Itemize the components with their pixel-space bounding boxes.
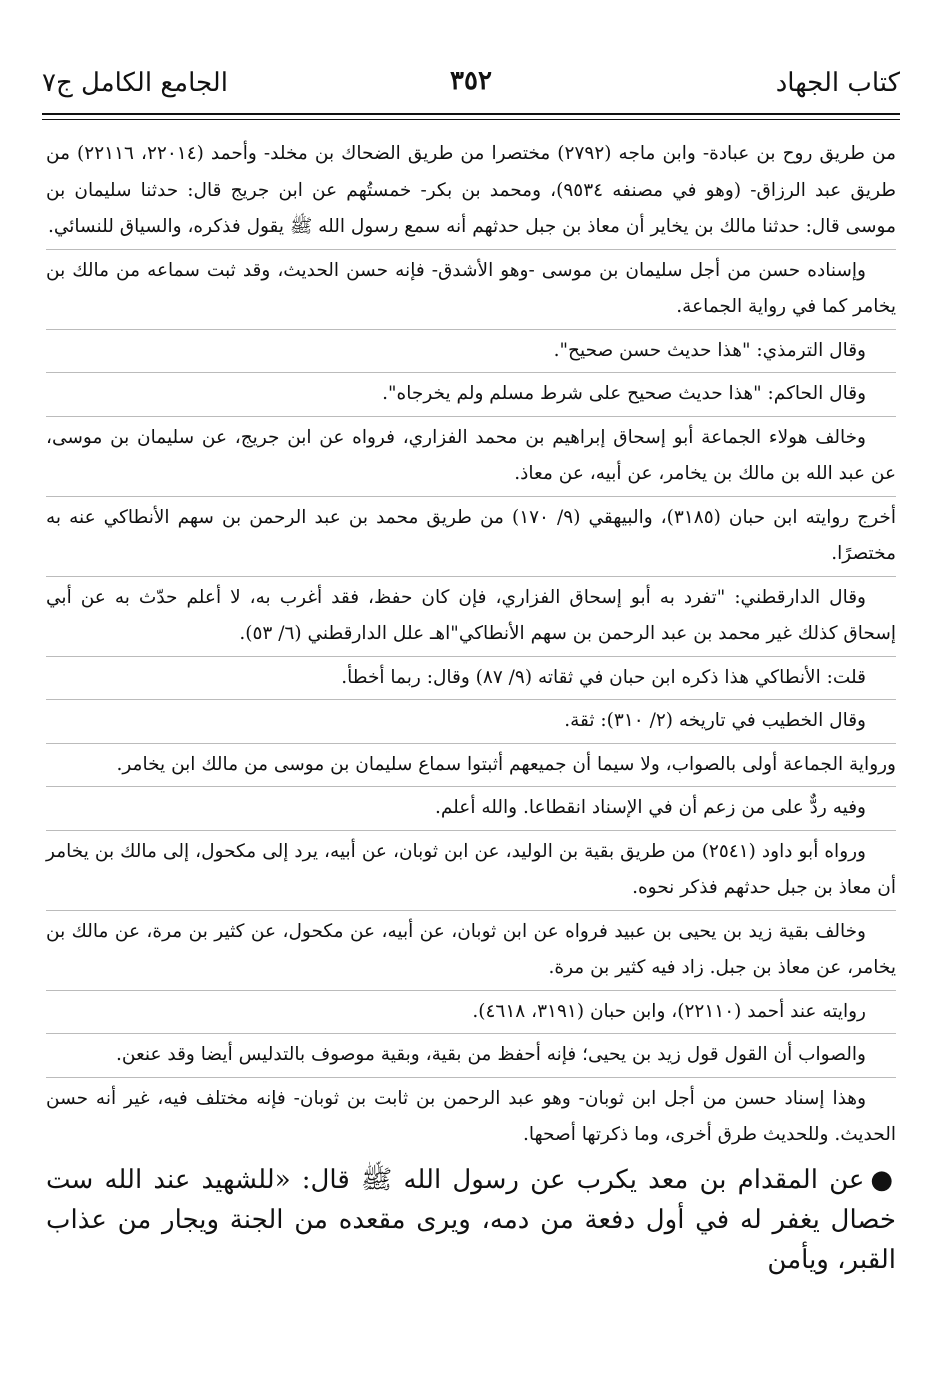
paragraph-8: قلت: الأنطاكي هذا ذكره ابن حبان في ثقاته (٩/ ٨٧) وقال: ربما أخطأ. — [341, 666, 866, 688]
book-title: كتاب الجهاد — [775, 68, 900, 98]
hadith-text: عن المقدام بن معد يكرب عن رسول الله ﷺ قال: «للشهيد عند الله ست خصال يغفر له في أول دفعة من دمه، ويرى مقعده من الجنة ويجار من عذاب القبر، ويأمن — [46, 1164, 896, 1275]
paragraph-1: من طريق روح بن عبادة- وابن ماجه (٢٧٩٢) مختصرا من طريق الضحاك بن مخلد- وأحمد (٢٢٠١٤، ٢٢١١٦) من طريق عبد الرزاق- (وهو في مصنفه ٩٥٣٤)، ومحمد بن بكر- خمستُهم عن ابن جريج قال: حدثنا سليمان بن موسى قال: حدثنا مالك بن يخاير أن معاذ بن جبل حدثهم أنه سمع رسول الله ﷺ يقول فذكره، والسياق للنسائي. — [46, 143, 897, 237]
paragraph-separator — [46, 743, 896, 744]
page-body — [46, 136, 896, 1283]
paragraph-separator — [46, 656, 896, 657]
paragraph-separator — [46, 910, 896, 911]
paragraph-10: ورواية الجماعة أولى بالصواب، ولا سيما أن جميعهم أثبتوا سماع سليمان بن موسى من مالك ابن يخامر. — [116, 753, 896, 775]
header-rule-thin — [42, 119, 900, 120]
page-header — [42, 64, 900, 104]
collection-title: الجامع الكامل ج٧ — [42, 68, 228, 98]
paragraph-separator — [46, 990, 896, 991]
page-number: ٣٥٢ — [450, 66, 492, 96]
paragraph-15: والصواب أن القول قول زيد بن يحيى؛ فإنه أحفظ من بقية، وبقية موصوف بالتدليس أيضا وقد عنعن. — [115, 1044, 866, 1065]
paragraph-separator — [46, 699, 896, 700]
paragraph-separator — [46, 1077, 896, 1078]
paragraph-5: وخالف هولاء الجماعة أبو إسحاق إبراهيم بن محمد الفزاري، فرواه عن ابن جريج، عن سليمان بن موسى، عن عبد الله بن مالك بن يخامر، عن أبيه، عن معاذ. — [46, 426, 896, 484]
paragraph-2: وإسناده حسن من أجل سليمان بن موسى -وهو الأشدق- فإنه حسن الحديث، وقد ثبت سماعه من مالك بن يخامر كما في رواية الجماعة. — [46, 259, 896, 317]
paragraph-16: وهذا إسناد حسن من أجل ابن ثوبان- وهو عبد الرحمن بن ثابت بن ثوبان- فإنه مختلف فيه، غير أنه حسن الحديث. وللحديث طرق أخرى، وما ذكرتها أصحها. — [46, 1087, 896, 1145]
bullet-icon: ● — [870, 1164, 897, 1195]
paragraph-separator — [46, 786, 896, 787]
paragraph-11: وفيه ردٌّ على من زعم أن في الإسناد انقطاعا. والله أعلم. — [434, 797, 866, 818]
paragraph-separator — [46, 416, 896, 417]
paragraph-separator — [46, 249, 896, 250]
paragraph-9: وقال الخطيب في تاريخه (٢/ ٣١٠): ثقة. — [564, 710, 866, 731]
paragraph-12: ورواه أبو داود (٢٥٤١) من طريق بقية بن الوليد، عن ابن ثوبان، عن أبيه، يرد إلى مكحول، إلى مالك بن يخامر أن معاذ بن جبل حدثهم فذكر نحوه. — [46, 840, 896, 898]
paragraph-separator — [46, 372, 896, 373]
paragraph-separator — [46, 1033, 896, 1034]
paragraph-14: روايته عند أحمد (٢٢١١٠)، وابن حبان (٣١٩١، ٤٦١٨). — [472, 1000, 866, 1022]
paragraph-separator — [46, 496, 896, 497]
paragraph-3: وقال الترمذي: "هذا حديث حسن صحيح". — [553, 339, 866, 361]
paragraph-13: وخالف بقية زيد بن يحيى بن عبيد فرواه عن ابن ثوبان، عن أبيه، عن مكحول، عن كثير بن مرة، عن مالك بن يخامر، عن معاذ بن جبل. زاد فيه كثير بن مرة. — [46, 920, 896, 978]
paragraph-4: وقال الحاكم: "هذا حديث صحيح على شرط مسلم ولم يخرجاه". — [382, 383, 866, 404]
header-rule-thick — [42, 113, 900, 115]
paragraph-separator — [46, 576, 896, 577]
paragraph-separator — [46, 830, 896, 831]
paragraph-6: أخرج روايته ابن حبان (٣١٨٥)، والبيهقي (٩/ ١٧٠) من طريق محمد بن عبد الرحمن بن سهم الأنطاكي عنه به مختصرًا. — [46, 506, 896, 564]
hadith-paragraph — [46, 1160, 896, 1280]
paragraph-7: وقال الدارقطني: "تفرد به أبو إسحاق الفزاري، فإن كان حفظ، فقد أغرب به، لا أعلم حدّث به عن أبي إسحاق كذلك غير محمد بن عبد الرحمن بن سهم الأنطاكي"اهـ علل الدارقطني (٦/ ٥٣). — [46, 586, 896, 644]
paragraph-separator — [46, 329, 896, 330]
